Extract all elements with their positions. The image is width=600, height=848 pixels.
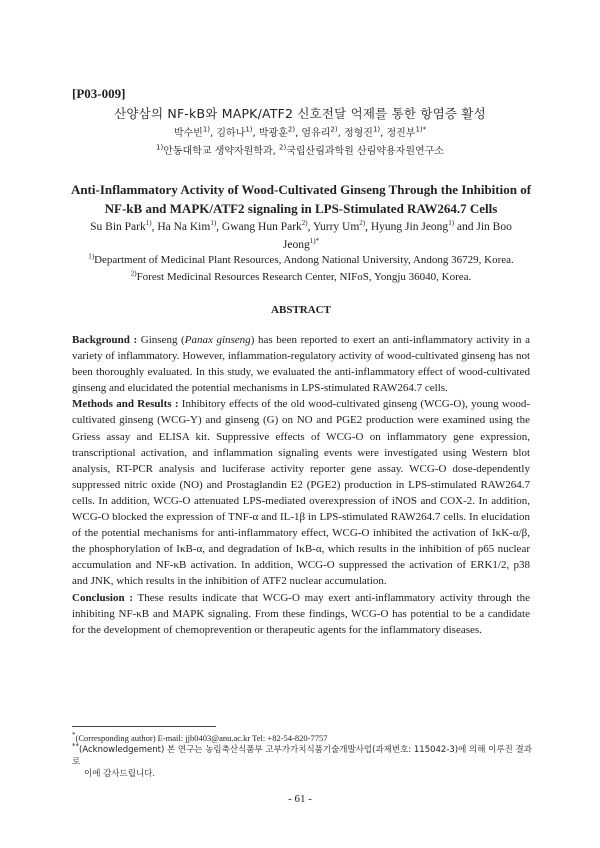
ko-author-sup: 2) (287, 125, 296, 134)
conclusion-label: Conclusion : (72, 591, 133, 604)
en-affil-sup: 2) (130, 269, 137, 278)
methods-label: Methods and Results : (72, 398, 179, 411)
footnote-text: (Corresponding author) E-mail: jjb0403@anu.ac.kr Tel: +82-54-820-7757 (75, 733, 328, 743)
footnote-text-continued: 이에 감사드립니다. (84, 769, 156, 779)
en-author-sup: 1) (145, 219, 152, 228)
background-text: ) has been reported to exert an anti-inflammatory activity in a variety of inflammatory. However, inflammation-regulatory activity of wood-cultivated ginseng has not been thoroughly evaluated. In this study, we evaluated the anti-inflammatory effect of wood-cultivated ginseng and elucidated the potential mechanisms in LPS-stimulated RAW264.7 cells. (72, 334, 530, 395)
footnote-text: (Acknowledgement) 본 연구는 농림축산식품부 고부가가치식품기술개발사업(과제번호: 115042-3)에 의해 이루진 결과로 (72, 745, 532, 767)
english-affiliation-1 (72, 254, 530, 266)
ko-author: 김하나 (216, 128, 246, 139)
ko-author-sup: 1) (372, 125, 381, 134)
en-author-sup: 1)* (309, 237, 320, 246)
ko-affil-text: 국립산림과학원 산림약용자원연구소 (286, 146, 444, 157)
en-author: Hyung Jin Jeong (370, 221, 449, 233)
ko-author: 엄유리 (301, 128, 331, 139)
korean-title: 산양삼의 NF-kB와 MAPK/ATF2 신호전달 억제를 통한 항염증 활성 (114, 106, 486, 121)
english-title: Anti-Inflammatory Activity of Wood-Cultivated Ginseng Through the Inhibition of NF-kB and MAPK/ATF2 signaling in LPS-Stimulated RAW264.7 Cells (70, 182, 532, 216)
methods-text: Inhibitory effects of the old wood-cultivated ginseng (WCG-O), young wood-cultivated ginseng (WCG-Y) and ginseng (G) on NO and PGE2 production were examined using the Griess assay and ELISA kit. Suppressive effects of WCG-O on inflammatory gene expression, transcriptional activation, and inflammation signaling events were investigated using Western blot analysis, RT-PCR analysis and luciferase activity reporter gene assay. WCG-O dose-dependently suppressed nitric oxide (NO) and Prostaglandin E2 (PGE2) production in LPS-stimulated RAW264.7 cells. In addition, WCG-O attenuated LPS-mediated overexpression of iNOS and COX-2. In addition, WCG-O blocked the expression of TNF-α and IL-1β in LPS-stimulated RAW264.7 cells. In elucidation of the potential mechanisms for anti-inflammatory effect, WCG-O inhibited the activation of IκK-α/β, the phosphorylation of IκB-α, and degradation of IκB-α, which results in the inhibition of p65 nuclear accumulation and NF-κB activation. In addition, WCG-O suppressed the activation of ERK1/2, p38 and JNK, which results in the inhibition of ATF2 nuclear accumulation. (72, 398, 530, 588)
en-author-sup: 2) (359, 219, 366, 228)
ko-affil-sup: 2) (279, 143, 287, 152)
page-number: - 61 - (288, 793, 312, 805)
abstract-body (72, 332, 530, 638)
ko-author: 정형진 (343, 128, 373, 139)
english-authors: Su Bin Park$^{1)}$, Ha Na Kim$^{1)}$, Gwang Hun Park$^{2)}$, Yurry Um$^{2)}$, Hyung Jin Jeong$^{1)}$ and Jin Boo Jeong$^{1)*}$ (90, 219, 512, 251)
abstract-code: [P03-009] (72, 86, 126, 101)
abstract-conclusion (72, 590, 530, 638)
background-label: Background : (72, 334, 138, 346)
abstract-heading: ABSTRACT (271, 304, 331, 316)
en-affil-text: Forest Medicinal Resources Research Center, NIFoS, Yongju 36040, Korea. (136, 271, 472, 283)
ko-affil-sup: 1) (156, 143, 164, 152)
background-species: Panax ginseng (184, 334, 251, 346)
en-author: Su Bin Park (90, 221, 146, 233)
en-affil-sup: 1) (88, 252, 95, 261)
footnote-mark: ** (72, 742, 79, 751)
ko-author: 정진부 (386, 128, 416, 139)
footnote-mark: * (72, 731, 76, 740)
ko-author-sup: 1) (245, 125, 253, 134)
background-text-pre: Ginseng ( (137, 334, 185, 346)
ko-author-sup: 1) (202, 125, 210, 134)
korean-authors: 박수빈$^{1)}$, 김하나$^{1)}$, 박광훈$^{2)}$, 엄유리$^{2)}$, 정형진$^{1)}$, 정진부$^{1)*}$ (173, 125, 427, 139)
footnote-divider (72, 726, 216, 727)
en-author: Yurry Um (312, 221, 360, 233)
ko-author: 박수빈 (173, 128, 203, 139)
en-affil-text: Department of Medicinal Plant Resources, Andong National University, Andong 36729, Korea. (94, 254, 514, 266)
ko-affil-text: 안동대학교 생약자원학과 (163, 146, 273, 157)
english-affiliation-2 (72, 271, 530, 283)
en-author: Jin Boo Jeong (282, 221, 512, 251)
ko-author-sup: 1)* (415, 125, 427, 134)
conclusion-text: These results indicate that WCG-O may exert anti-inflammatory activity through the inhibiting NF-κB and MAPK signaling. From these findings, WCG-O has potential to be a candidate for the development of chemoprevention or therapeutic agents for the inflammatory diseases. (72, 591, 530, 636)
ko-author-sup: 2) (330, 125, 338, 134)
en-author: Ha Na Kim (157, 221, 211, 233)
korean-affiliations: $^{1)}$안동대학교 생약자원학과, $^{2)}$국립산림과학원 산림약용자원연구소 (156, 143, 444, 157)
ko-author: 박광훈 (258, 128, 288, 139)
en-author-sup: 2) (301, 219, 308, 228)
en-author: Gwang Hun Park (221, 221, 302, 233)
abstract-methods (72, 396, 530, 589)
footnote-corresponding (72, 732, 532, 744)
abstract-background (72, 332, 530, 396)
en-author-sup: 1) (448, 219, 455, 228)
footnote-acknowledgement (72, 744, 532, 780)
en-author-sup: 1) (210, 219, 217, 228)
